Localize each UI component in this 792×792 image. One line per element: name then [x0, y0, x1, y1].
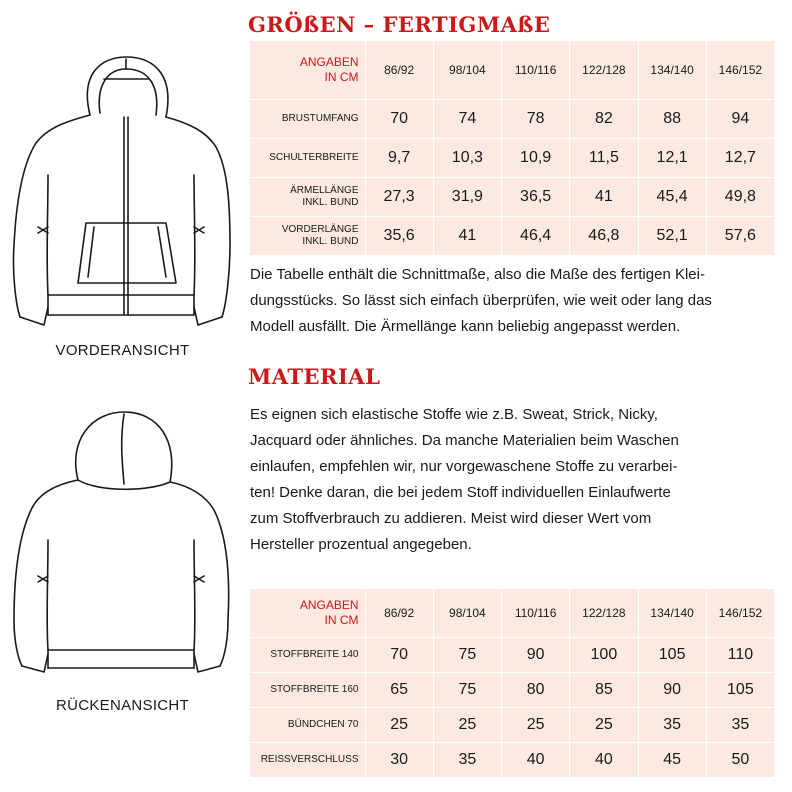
table-cell: 46,8: [570, 216, 638, 255]
table-cell: 52,1: [638, 216, 706, 255]
table-cell: 25: [570, 707, 638, 742]
row-label: SCHULTERBREITE: [250, 138, 365, 177]
finished-measurements-table: [250, 41, 775, 256]
sizes-note: [250, 262, 775, 340]
table-cell: 70: [365, 99, 433, 138]
material-text-line: Jacquard oder ähnliches. Da manche Materialien beim Waschen: [250, 432, 679, 449]
table-cell: 10,3: [433, 138, 501, 177]
row-label: ÄRMELLÄNGE INKL. BUND: [250, 177, 365, 216]
row-label: STOFFBREITE 160: [250, 672, 365, 707]
table-cell: 25: [502, 707, 570, 742]
table-row: [250, 742, 775, 777]
row-label: BÜNDCHEN 70: [250, 707, 365, 742]
table-cell: 80: [502, 672, 570, 707]
size-column-header: 110/116: [502, 41, 570, 99]
material-text-line: zum Stoffverbrauch zu addieren. Meist wird dieser Wert vom: [250, 510, 652, 527]
material-text-line: einlaufen, empfehlen wir, nur vorgewaschene Stoffe zu verarbei-: [250, 458, 678, 475]
table-cell: 49,8: [706, 177, 774, 216]
table-cell: 45: [638, 742, 706, 777]
size-column-header: 134/140: [638, 589, 706, 637]
front-view-label: VORDERANSICHT: [55, 342, 190, 359]
table-cell: 74: [433, 99, 501, 138]
illustrations-column: [0, 0, 250, 792]
material-text: [250, 402, 775, 558]
table-cell: 50: [706, 742, 774, 777]
row-label: STOFFBREITE 140: [250, 637, 365, 672]
table-cell: 41: [433, 216, 501, 255]
table-cell: 75: [433, 672, 501, 707]
table-row: [250, 637, 775, 672]
table-row: [250, 99, 775, 138]
table-cell: 25: [433, 707, 501, 742]
row-label: BRUSTUMFANG: [250, 99, 365, 138]
size-column-header: 122/128: [570, 41, 638, 99]
table-cell: 11,5: [570, 138, 638, 177]
size-column-header: 86/92: [365, 589, 433, 637]
table-cell: 40: [570, 742, 638, 777]
row-label: VORDERLÄNGE INKL. BUND: [250, 216, 365, 255]
table-row: [250, 216, 775, 255]
table-cell: 30: [365, 742, 433, 777]
size-column-header: 146/152: [706, 589, 774, 637]
table-cell: 12,7: [706, 138, 774, 177]
material-heading: MATERIAL: [248, 364, 381, 389]
material-text-line: ten! Denke daran, die bei jedem Stoff individuellen Einlaufwerte: [250, 484, 671, 501]
table-cell: 90: [502, 637, 570, 672]
table-cell: 27,3: [365, 177, 433, 216]
size-column-header: 86/92: [365, 41, 433, 99]
table-header-row: [250, 589, 775, 637]
table-header-row: [250, 41, 775, 99]
table-row: [250, 138, 775, 177]
table-cell: 46,4: [502, 216, 570, 255]
table-cell: 110: [706, 637, 774, 672]
table-cell: 35: [638, 707, 706, 742]
hoodie-front-drawing: [8, 55, 233, 335]
material-text-line: Es eignen sich elastische Stoffe wie z.B. Sweat, Strick, Nicky,: [250, 406, 658, 423]
size-column-header: 146/152: [706, 41, 774, 99]
table-cell: 85: [570, 672, 638, 707]
table-cell: 10,9: [502, 138, 570, 177]
fabric-requirements-table: [250, 589, 775, 778]
size-column-header: 110/116: [502, 589, 570, 637]
table-cell: 35: [706, 707, 774, 742]
sizes-note-line: Die Tabelle enthält die Schnittmaße, also die Maße des fertigen Klei-: [250, 266, 705, 283]
table-cell: 45,4: [638, 177, 706, 216]
table-cell: 70: [365, 637, 433, 672]
size-column-header: 98/104: [433, 41, 501, 99]
table-cell: 94: [706, 99, 774, 138]
table-cell: 40: [502, 742, 570, 777]
table-cell: 105: [638, 637, 706, 672]
table-cell: 31,9: [433, 177, 501, 216]
table-cell: 88: [638, 99, 706, 138]
size-column-header: 134/140: [638, 41, 706, 99]
table-cell: 57,6: [706, 216, 774, 255]
table-cell: 9,7: [365, 138, 433, 177]
hoodie-back-drawing: [8, 410, 233, 680]
sizes-note-line: Modell ausfällt. Die Ärmellänge kann beliebig angepasst werden.: [250, 318, 681, 335]
table-cell: 65: [365, 672, 433, 707]
table-cell: 90: [638, 672, 706, 707]
table-cell: 105: [706, 672, 774, 707]
row-label: REISSVERSCHLUSS: [250, 742, 365, 777]
table-row: [250, 707, 775, 742]
table-cell: 75: [433, 637, 501, 672]
size-column-header: 122/128: [570, 589, 638, 637]
table-cell: 36,5: [502, 177, 570, 216]
table-cell: 35: [433, 742, 501, 777]
table-cell: 12,1: [638, 138, 706, 177]
table-cell: 41: [570, 177, 638, 216]
table-cell: 82: [570, 99, 638, 138]
table-cell: 35,6: [365, 216, 433, 255]
size-column-header: 98/104: [433, 589, 501, 637]
sizes-heading: GRÖßEN – FERTIGMAßE: [248, 12, 551, 37]
table-cell: 78: [502, 99, 570, 138]
back-view-label: RÜCKENANSICHT: [55, 697, 190, 714]
table-row: [250, 177, 775, 216]
sizes-note-line: dungsstücks. So lässt sich einfach überprüfen, wie weit oder lang das: [250, 292, 712, 309]
table-corner-label: ANGABEN IN CM: [250, 41, 365, 99]
table-row: [250, 672, 775, 707]
table-cell: 25: [365, 707, 433, 742]
material-text-line: Hersteller prozentual angegeben.: [250, 536, 472, 553]
table-corner-label: ANGABEN IN CM: [250, 589, 365, 637]
table-cell: 100: [570, 637, 638, 672]
